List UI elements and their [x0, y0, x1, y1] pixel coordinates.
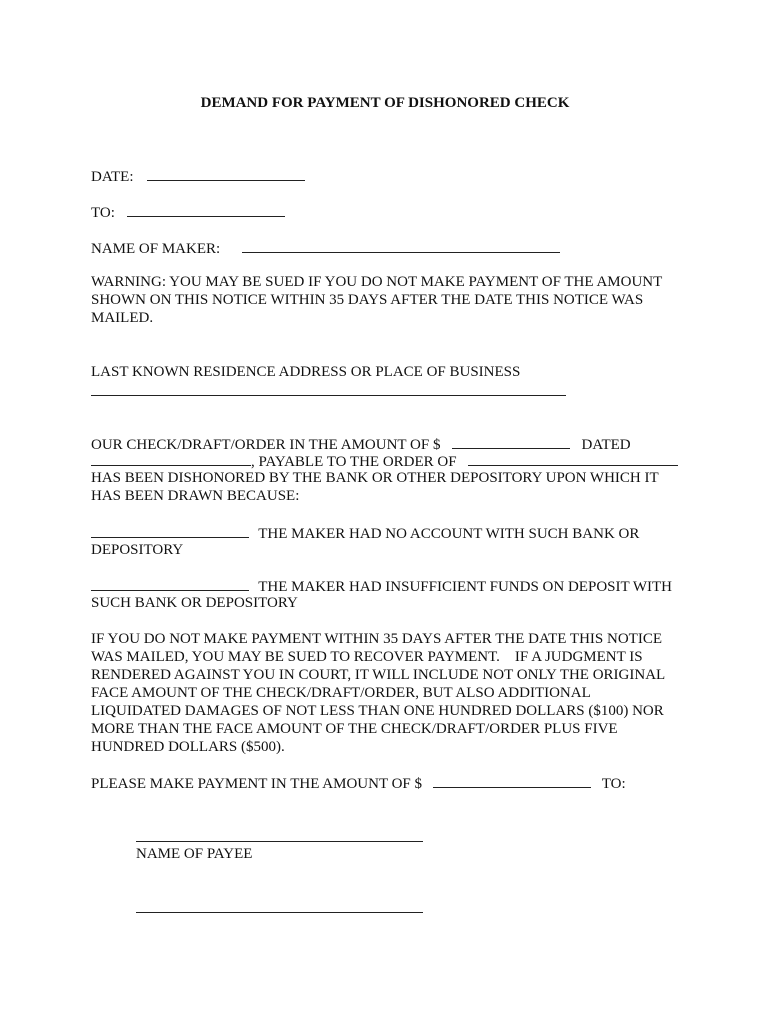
check-line-4: HAS BEEN DRAWN BECAUSE: — [91, 488, 300, 504]
reason-1-text: THE MAKER HAD NO ACCOUNT WITH SUCH BANK OR — [258, 526, 640, 542]
reason-2-continued: SUCH BANK OR DEPOSITORY — [91, 595, 298, 611]
document-title: DEMAND FOR PAYMENT OF DISHONORED CHECK — [200, 95, 570, 111]
consequence-line: IF YOU DO NOT MAKE PAYMENT WITHIN 35 DAYS AFTER THE DATE THIS NOTICE — [91, 631, 663, 647]
reason-1-field[interactable] — [91, 523, 249, 538]
maker-label: NAME OF MAKER: — [91, 241, 221, 257]
consequence-line: LIQUIDATED DAMAGES OF NOT LESS THAN ONE HUNDRED DOLLARS ($100) NOR — [91, 703, 664, 719]
reason-1-row — [91, 523, 639, 543]
payee-signature-line[interactable] — [136, 841, 423, 842]
to-label: TO: — [91, 205, 115, 221]
check-line-3: HAS BEEN DISHONORED BY THE BANK OR OTHER DEPOSITORY UPON WHICH IT — [91, 470, 659, 486]
consequence-line: WAS MAILED, YOU MAY BE SUED TO RECOVER PAYMENT. IF A JUDGMENT IS — [91, 649, 643, 665]
consequence-line: HUNDRED DOLLARS ($500). — [91, 739, 285, 755]
maker-field[interactable] — [242, 238, 560, 253]
check-dated-label: DATED — [581, 437, 631, 453]
reason-1-continued: DEPOSITORY — [91, 542, 184, 558]
payee-label: NAME OF PAYEE — [136, 846, 253, 862]
to-field[interactable] — [127, 202, 285, 217]
payable-to-field[interactable] — [468, 451, 678, 466]
warning-paragraph: WARNING: YOU MAY BE SUED IF YOU DO NOT MAKE PAYMENT OF THE AMOUNT SHOWN ON THIS NOTICE WITHIN 35 DAYS AFTER THE DATE THIS NOTICE WAS MAILED. — [91, 274, 663, 326]
check-amount-field[interactable] — [452, 434, 570, 449]
date-row — [91, 166, 305, 186]
payment-to-label: TO: — [601, 776, 626, 792]
check-date-field[interactable] — [91, 451, 251, 466]
payee-address-line[interactable] — [136, 912, 423, 913]
date-field[interactable] — [147, 166, 305, 181]
reason-2-text: THE MAKER HAD INSUFFICIENT FUNDS ON DEPOSIT WITH — [258, 579, 673, 595]
payment-amount-field[interactable] — [433, 773, 591, 788]
payment-row — [91, 773, 626, 793]
consequence-line: MORE THAN THE FACE AMOUNT OF THE CHECK/DRAFT/ORDER PLUS FIVE — [91, 721, 618, 737]
reason-2-row — [91, 576, 672, 596]
consequence-line: RENDERED AGAINST YOU IN COURT, IT WILL INCLUDE NOT ONLY THE ORIGINAL — [91, 667, 666, 683]
date-label: DATE: — [91, 169, 134, 185]
address-label: LAST KNOWN RESIDENCE ADDRESS OR PLACE OF BUSINESS — [91, 364, 521, 380]
check-line-2 — [91, 451, 678, 471]
consequence-line: FACE AMOUNT OF THE CHECK/DRAFT/ORDER, BUT ALSO ADDITIONAL — [91, 685, 591, 701]
maker-row — [91, 238, 560, 258]
check-amount-label: OUR CHECK/DRAFT/ORDER IN THE AMOUNT OF $ — [91, 437, 441, 453]
payable-label: , PAYABLE TO THE ORDER OF — [251, 454, 457, 470]
reason-2-field[interactable] — [91, 576, 249, 591]
to-row — [91, 202, 285, 222]
address-field[interactable] — [91, 395, 566, 396]
payment-amount-label: PLEASE MAKE PAYMENT IN THE AMOUNT OF $ — [91, 776, 423, 792]
